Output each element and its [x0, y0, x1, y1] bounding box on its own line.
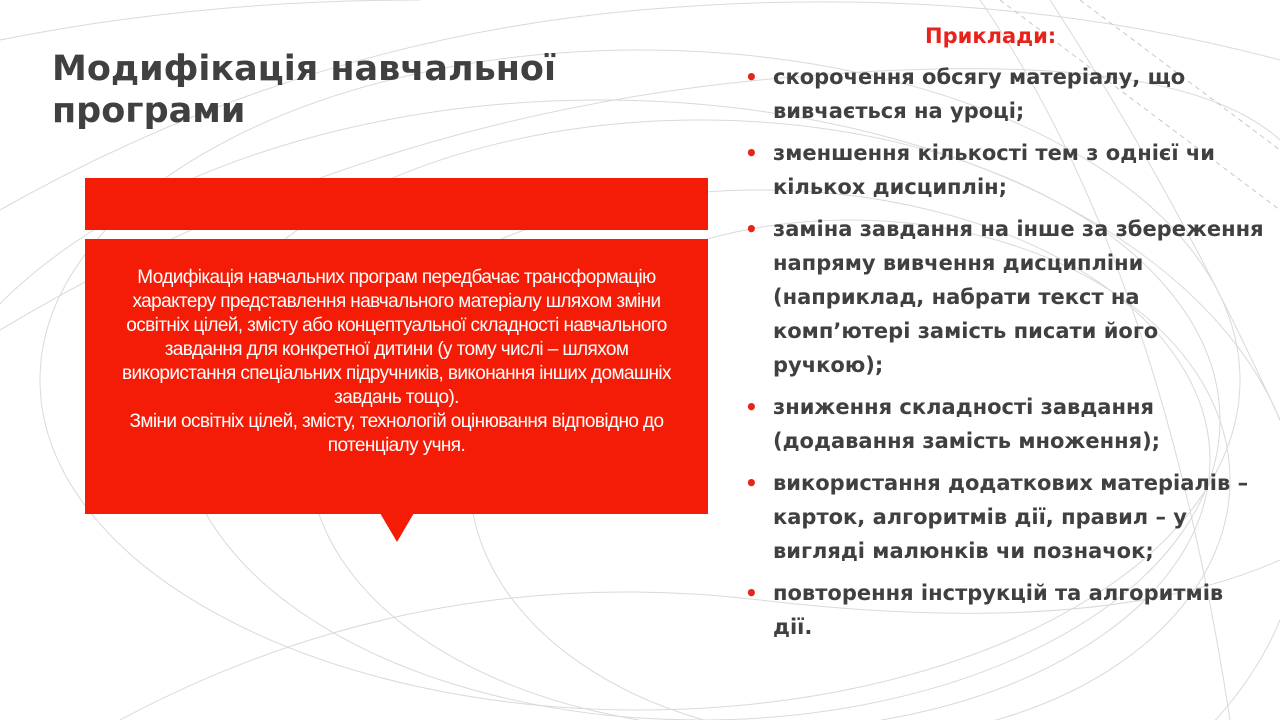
bullet-icon: • — [745, 65, 758, 89]
bullet-icon: • — [745, 471, 758, 495]
list-item-text: скорочення обсягу матеріалу, що вивчається на уроці; — [773, 65, 1186, 123]
list-item-text: зниження складності завдання (додавання замість множення); — [773, 395, 1161, 453]
list-item — [745, 212, 1265, 382]
list-item-text: заміна завдання на інше за збереження напряму вивчення дисципліни (наприклад, набрати текст на комп’ютері замість писати його ручкою); — [773, 217, 1264, 377]
bullet-icon: • — [745, 395, 758, 419]
list-item — [745, 576, 1265, 644]
list-item — [745, 390, 1265, 458]
callout-pointer — [380, 513, 414, 542]
list-item-text: повторення інструкцій та алгоритмів дії. — [773, 581, 1224, 639]
callout-paragraph-1: Модифікація навчальних програм передбачає трансформацію характеру представлення навчального матеріалу шляхом зміни освітніх цілей, змісту або концептуальної складності навчального завдання для конкретної дитини (у тому числі – шляхом використання спеціальних підручників, виконання інших домашніх завдань тощо). — [122, 266, 671, 408]
list-item — [745, 136, 1265, 204]
callout-paragraph-2: Зміни освітніх цілей, змісту, технологій оцінювання відповідно до потенціалу учня. — [129, 410, 664, 456]
callout-text — [117, 266, 677, 458]
examples-list — [745, 60, 1265, 652]
list-item-text: використання додаткових матеріалів – карток, алгоритмів дії, правил – у вигляді малюнків чи позначок; — [773, 471, 1249, 563]
bullet-icon: • — [745, 217, 758, 241]
examples-heading: Приклади: — [925, 24, 1057, 48]
slide-title: Модифікація навчальної програми — [52, 49, 556, 131]
bullet-icon: • — [745, 141, 758, 165]
bullet-icon: • — [745, 581, 758, 605]
list-item — [745, 60, 1265, 128]
callout-header-bar — [85, 178, 708, 230]
list-item-text: зменшення кількості тем з однієї чи кількох дисциплін; — [773, 141, 1215, 199]
list-item — [745, 466, 1265, 568]
callout-box — [85, 239, 708, 514]
